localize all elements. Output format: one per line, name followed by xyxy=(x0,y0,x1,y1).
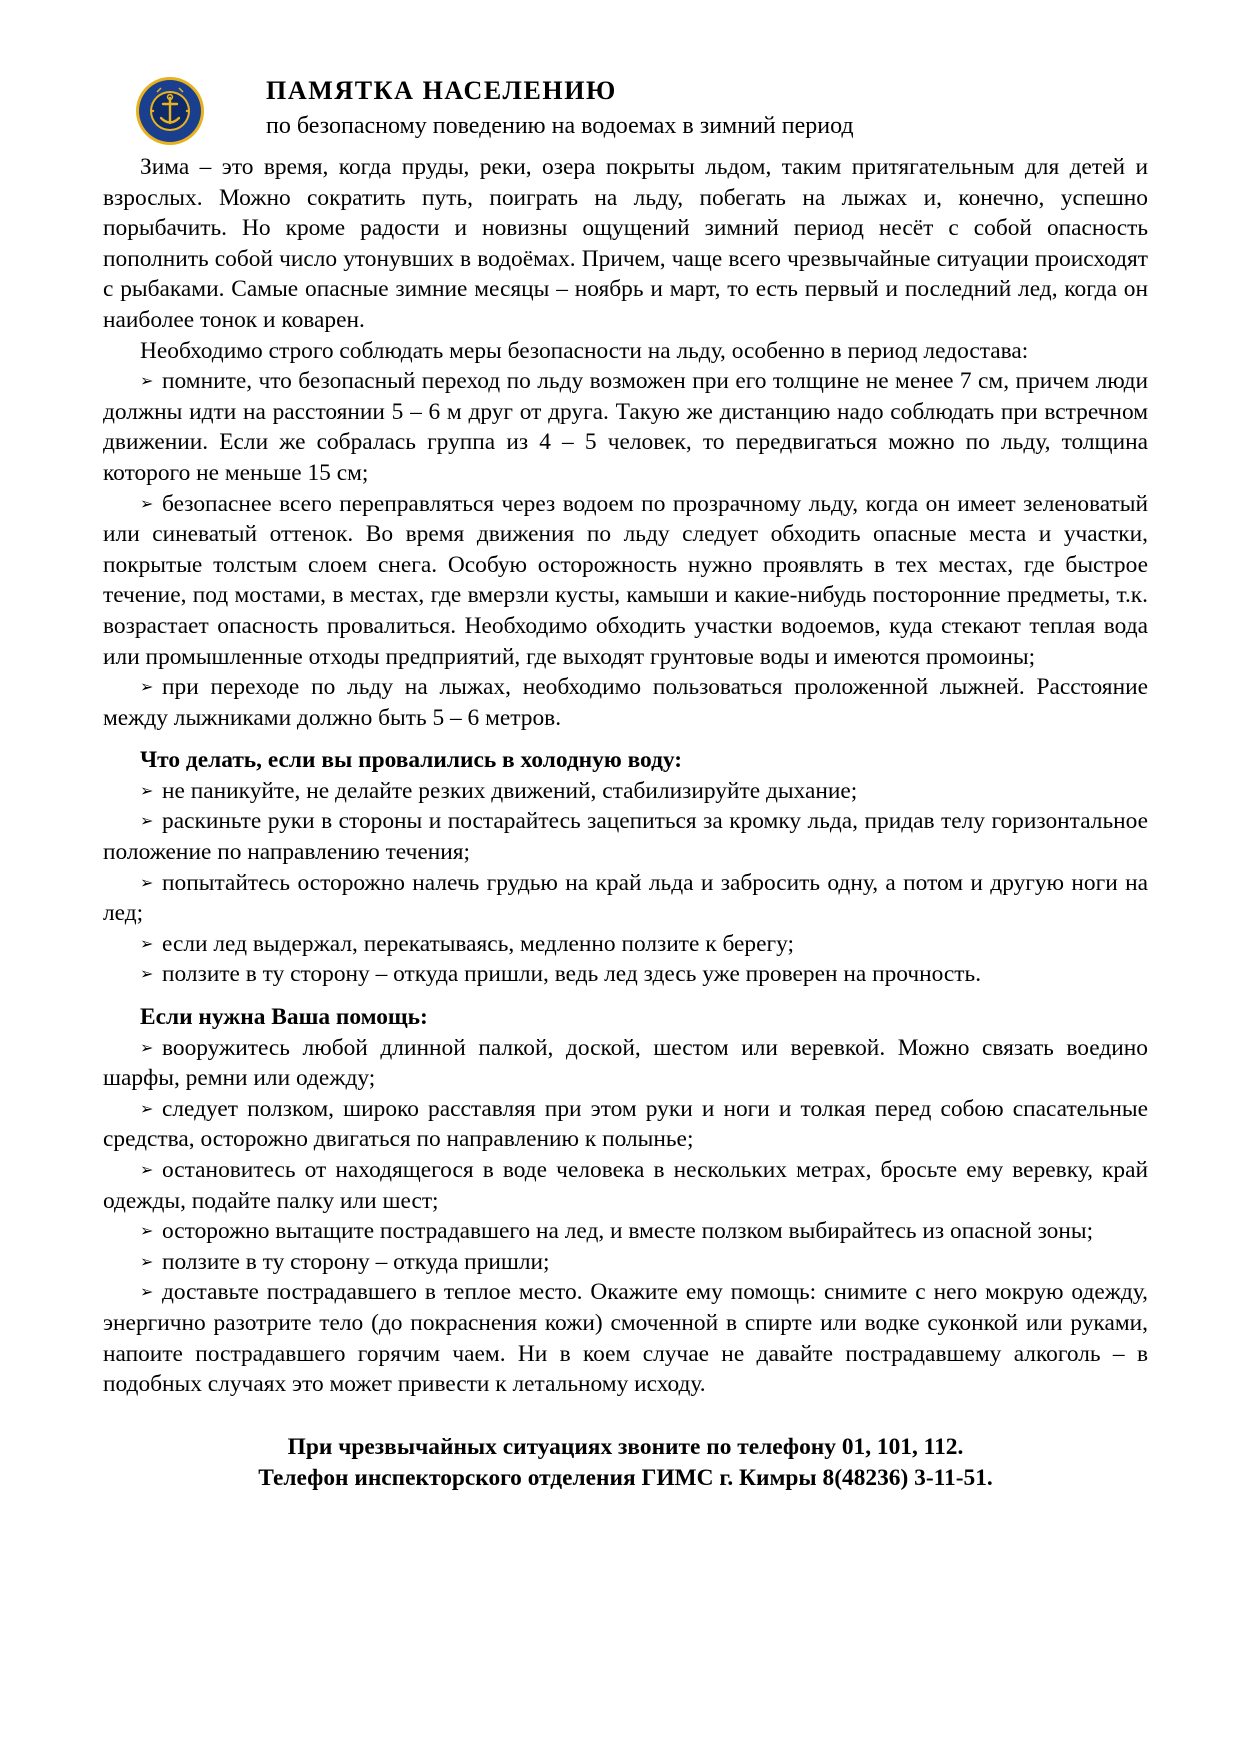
list-item xyxy=(103,672,1148,733)
list-item xyxy=(103,776,1148,807)
intro-paragraph: Зима – это время, когда пруды, реки, озера покрыты льдом, таким притягательным для детей и взрослых. Можно сократить путь, поиграть на льду, побегать на лыжах и, конечно, успешно порыбачить. Но кроме радости и новизны ощущений зимний период несёт с собой опасность пополнить собой число утонувших в водоёмах. Причем, чаще всего чрезвычайные ситуации происходят с рыбаками. Самые опасные зимние месяцы – ноябрь и март, то есть первый и последний лед, когда он наиболее тонок и коварен. xyxy=(103,154,1148,333)
gims-emblem-icon xyxy=(135,76,205,146)
list-item-text: попытайтесь осторожно налечь грудью на край льда и забросить одну, а потом и другую ноги на лед; xyxy=(103,869,1148,927)
page-subtitle: по безопасному поведению на водоемах в зимний период xyxy=(266,113,854,139)
arrowhead-bullet-icon: ➢ xyxy=(140,1037,154,1057)
document-body xyxy=(103,152,1148,1400)
list-item xyxy=(103,1277,1148,1399)
safety-rules-intro: Необходимо строго соблюдать меры безопасности на льду, особенно в период ледостава: xyxy=(140,337,1029,364)
list-item xyxy=(103,1033,1148,1094)
section-heading-fell-in: Что делать, если вы провалились в холодную воду: xyxy=(140,747,683,774)
emergency-phone-line: При чрезвычайных ситуациях звоните по телефону 01, 101, 112. xyxy=(287,1433,964,1460)
gims-phone-line: Телефон инспекторского отделения ГИМС г. Кимры 8(48236) 3-11-51. xyxy=(258,1464,993,1491)
list-item-text: не паникуйте, не делайте резких движений, стабилизируйте дыхание; xyxy=(162,777,858,804)
document-page xyxy=(103,70,1148,1494)
list-item-text: раскиньте руки в стороны и постарайтесь зацепиться за кромку льда, придав телу горизонтальное положение по направлению течения; xyxy=(103,808,1148,866)
list-item-text: вооружитесь любой длинной палкой, доской, шестом или веревкой. Можно связать воедино шарфы, ремни или одежду; xyxy=(103,1034,1148,1092)
list-item-text: безопаснее всего переправляться через водоем по прозрачному льду, когда он имеет зеленоватый или синеватый оттенок. Во время движения по льду следует обходить опасные места и участки, покрытые толстым слоем снега. Особую осторожность нужно проявлять в тех местах, где быстрое течение, под мостами, в местах, где вмерзли кусты, камыши и какие-нибудь посторонние предметы, т.к. возрастает опасность провалиться. Необходимо обходить участки водоемов, куда стекают теплая вода или промышленные отходы предприятий, где выходят грунтовые воды и имеются промоины; xyxy=(103,490,1148,670)
list-item-text: помните, что безопасный переход по льду возможен при его толщине не менее 7 см, причем люди должны идти на расстоянии 5 – 6 м друг от друга. Такую же дистанцию надо соблюдать при встречном движении. Если же собралась группа из 4 – 5 человек, то передвигаться можно по льду, толщина которого не меньше 15 см; xyxy=(103,368,1148,486)
list-item xyxy=(103,868,1148,929)
arrowhead-bullet-icon: ➢ xyxy=(140,780,154,800)
arrowhead-bullet-icon: ➢ xyxy=(140,1098,154,1118)
arrowhead-bullet-icon: ➢ xyxy=(140,1282,154,1302)
list-item xyxy=(103,1216,1148,1247)
list-item-text: ползите в ту сторону – откуда пришли, ведь лед здесь уже проверен на прочность. xyxy=(162,961,982,988)
list-item-text: при переходе по льду на лыжах, необходимо пользоваться проложенной лыжней. Расстояние между лыжниками должно быть 5 – 6 метров. xyxy=(103,674,1148,731)
arrowhead-bullet-icon: ➢ xyxy=(140,1160,154,1179)
list-item xyxy=(103,806,1148,867)
arrowhead-bullet-icon: ➢ xyxy=(140,493,154,513)
arrowhead-bullet-icon: ➢ xyxy=(140,371,154,391)
list-item-text: если лед выдержал, перекатываясь, медленно ползите к берегу; xyxy=(162,930,794,957)
list-item xyxy=(103,959,1148,990)
document-header xyxy=(103,70,1148,152)
arrowhead-bullet-icon: ➢ xyxy=(140,872,154,892)
list-item-text: ползите в ту сторону – откуда пришли; xyxy=(162,1248,550,1275)
section-heading-help: Если нужна Ваша помощь: xyxy=(140,1004,428,1031)
arrowhead-bullet-icon: ➢ xyxy=(140,933,154,953)
page-title: ПАМЯТКА НАСЕЛЕНИЮ xyxy=(266,76,617,105)
arrowhead-bullet-icon: ➢ xyxy=(140,677,154,697)
list-item-text: остановитесь от находящегося в воде человека в нескольких метрах, бросьте ему веревку, край одежды, подайте палку или шест; xyxy=(103,1157,1148,1214)
emergency-contacts xyxy=(103,1432,1148,1494)
list-item xyxy=(103,929,1148,960)
list-item xyxy=(103,1247,1148,1278)
arrowhead-bullet-icon: ➢ xyxy=(140,1251,154,1271)
arrowhead-bullet-icon: ➢ xyxy=(140,964,154,984)
list-item-text: следует ползком, широко расставляя при этом руки и ноги и толкая перед собою спасательные средства, осторожно двигаться по направлению к полынье; xyxy=(103,1095,1148,1153)
list-item xyxy=(103,489,1148,673)
arrowhead-bullet-icon: ➢ xyxy=(140,1221,154,1241)
list-item-text: осторожно вытащите пострадавшего на лед, и вместе ползком выбирайтесь из опасной зоны; xyxy=(162,1218,1094,1245)
list-item xyxy=(103,1155,1148,1216)
list-item xyxy=(103,366,1148,488)
list-item xyxy=(103,1094,1148,1155)
arrowhead-bullet-icon: ➢ xyxy=(140,811,154,831)
list-item-text: доставьте пострадавшего в теплое место. Окажите ему помощь: снимите с него мокрую одежду, энергично разотрите тело (до покраснения кожи) смоченной в спирте или водке суконкой или руками, напоите пострадавшего горячим чаем. Ни в коем случае не давайте пострадавшему алкоголь – в подобных случаях это может привести к летальному исходу. xyxy=(103,1279,1148,1398)
